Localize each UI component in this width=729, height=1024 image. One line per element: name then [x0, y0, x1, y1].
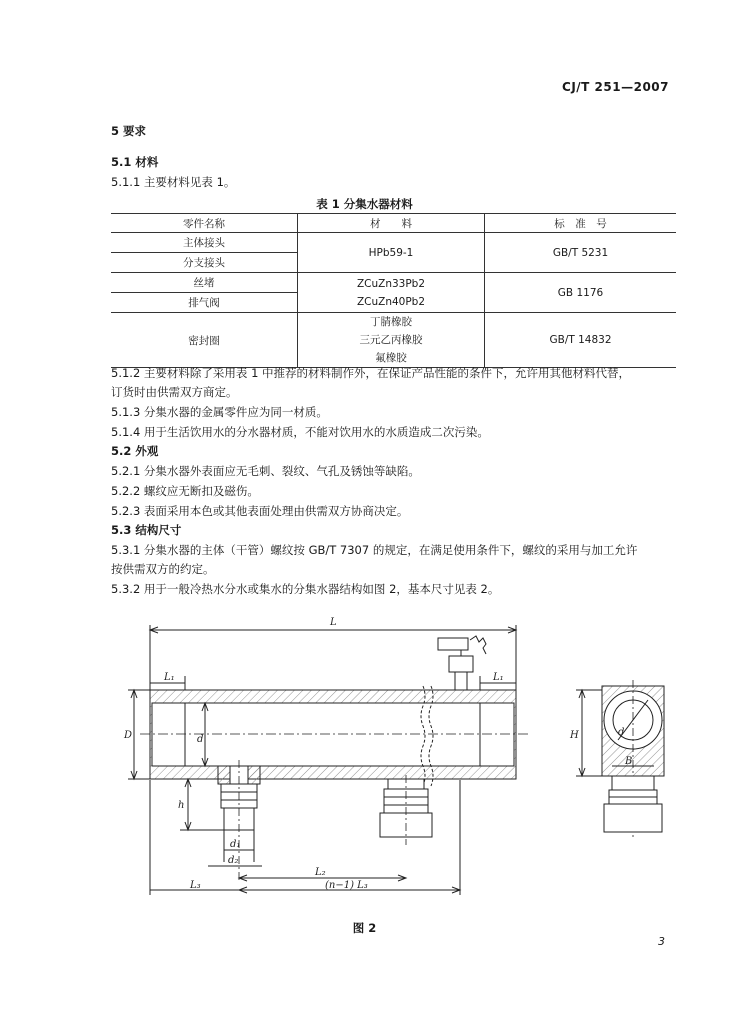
material-value: 三元乙丙橡胶 [359, 334, 423, 346]
clause-5-1-4: 5.1.4 用于生活饮用水的分水器材质，不能对饮用水的水质造成二次污染。 [111, 425, 489, 439]
page-number: 3 [658, 935, 665, 948]
material-cell [298, 313, 485, 368]
part-cell: 分支接头 [111, 253, 298, 273]
dim-d-label: d [197, 734, 204, 745]
dim-L2-label: L₂ [315, 867, 326, 878]
dim-circle-d-label: d [618, 727, 625, 738]
section-5-2-heading: 5.2 外观 [111, 444, 159, 458]
dim-B-label: B [625, 756, 633, 767]
dim-L3-label: L₃ [190, 880, 201, 891]
header-part-name: 零件名称 [111, 214, 298, 233]
clause-5-1-3: 5.1.3 分集水器的金属零件应为同一材质。 [111, 405, 328, 419]
material-value: ZCuZn33Pb2 [356, 277, 426, 290]
clause-5-2-1: 5.2.1 分集水器外表面应无毛刺、裂纹、气孔及锈蚀等缺陷。 [111, 464, 420, 478]
dim-L1-right-label: L₁ [493, 672, 504, 683]
clause-5-1-2-line2: 订货时由供需双方商定。 [111, 385, 238, 399]
clause-5-3-1-line1: 5.3.1 分集水器的主体（干管）螺纹按 GB/T 7307 的规定，在满足使用条件下，螺纹的采用与加工允许 [111, 543, 638, 557]
part-cell: 主体接头 [111, 233, 298, 253]
material-value: 丁腈橡胶 [370, 316, 412, 328]
figure-2-caption: 图 2 [352, 921, 377, 935]
part-cell: 排气阀 [111, 293, 298, 313]
dim-h-label: h [178, 800, 185, 811]
section-5-heading: 5 要求 [111, 124, 147, 138]
dim-L-label: L [330, 617, 337, 628]
standard-cell: GB 1176 [485, 273, 677, 313]
table-row [111, 313, 676, 368]
material-cell [298, 273, 485, 313]
standard-cell: GB/T 5231 [485, 233, 677, 273]
header-material: 材 料 [298, 214, 485, 233]
material-cell: HPb59-1 [298, 233, 485, 273]
clause-5-3-1-line2: 按供需双方的约定。 [111, 562, 215, 576]
table-row [111, 273, 676, 293]
table-header-row [111, 214, 676, 233]
material-value: 氟橡胶 [375, 352, 407, 364]
clause-5-3-2: 5.3.2 用于一般冷热水分水或集水的分集水器结构如图 2，基本尺寸见表 2。 [111, 582, 500, 596]
dim-d1-label: d₁ [230, 839, 241, 850]
manifold-drawing [0, 600, 729, 910]
header-standard: 标 准 号 [485, 214, 677, 233]
section-5-1-heading: 5.1 材料 [111, 155, 159, 169]
clause-5-2-2: 5.2.2 螺纹应无断扣及磁伤。 [111, 484, 259, 498]
material-value: ZCuZn40Pb2 [356, 295, 426, 308]
materials-table [111, 213, 676, 368]
dim-H-label: H [570, 730, 579, 741]
standard-cell: GB/T 14832 [485, 313, 677, 368]
table-row [111, 233, 676, 253]
section-5-3-heading: 5.3 结构尺寸 [111, 523, 182, 537]
part-cell: 丝堵 [111, 273, 298, 293]
clause-5-1-2-line1: 5.1.2 主要材料除了采用表 1 中推荐的材料制作外，在保证产品性能的条件下，允许用其他材料代替， [111, 366, 631, 380]
clause-5-2-3: 5.2.3 表面采用本色或其他表面处理由供需双方协商决定。 [111, 504, 409, 518]
dim-d2-label: d₂ [228, 855, 239, 866]
standard-code: CJ/T 251—2007 [562, 80, 669, 94]
dim-nL3-label: (n−1) L₃ [325, 880, 368, 891]
table-1-caption: 表 1 分集水器材料 [316, 197, 413, 211]
part-cell: 密封圈 [111, 313, 298, 368]
dim-D-label: D [124, 730, 133, 741]
clause-5-1-1: 5.1.1 主要材料见表 1。 [111, 175, 236, 189]
dim-L1-left-label: L₁ [164, 672, 175, 683]
